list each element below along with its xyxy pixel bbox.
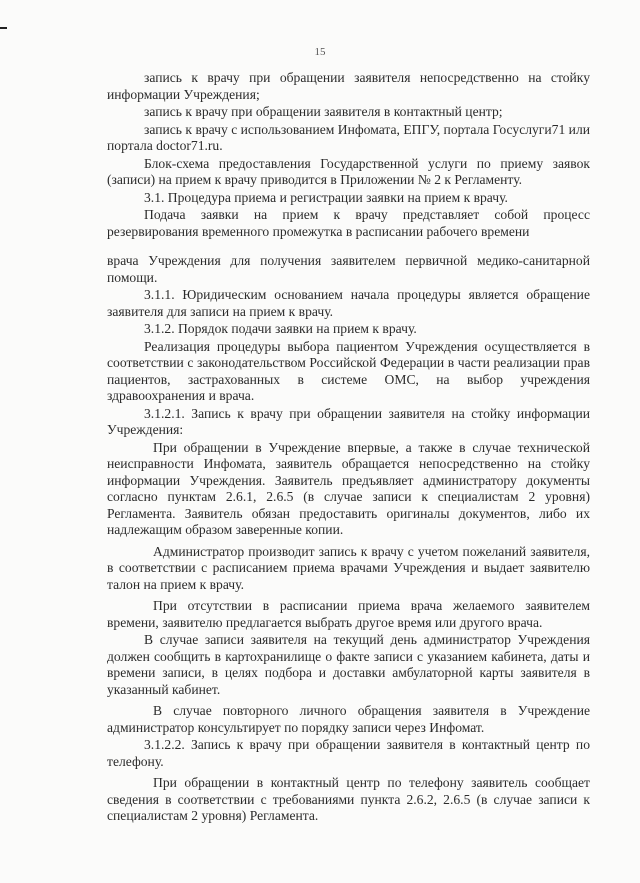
paragraph-patient-choice: Реализация процедуры выбора пациентом Учреждения осуществляется в соответствии с законодательством Российской Федерации в части реализации прав пациентов, застрахованных в системе ОМС, на выбор учреждения здравоохранения и врача. [107,338,590,403]
paragraph-phone-contact: При обращении в контактный центр по телефону заявитель сообщает сведения в соответствии с требованиями пункта 2.6.2, 2.6.5 (в случае записи к специалистам 2 уровня) Регламента. [107,775,590,823]
text-block-top [107,70,590,241]
page-number: 15 [314,46,326,58]
paragraph-repeat-visit: В случае повторного личного обращения заявителя в Учреждение администратор консультирует по порядку записи через Инфомат. [107,703,590,735]
section-heading-3-1-2-2: 3.1.2.2. Запись к врачу при обращении заявителя в контактный центр по телефону. [107,737,590,769]
paragraph-same-day: В случае записи заявителя на текущий день администратор Учреждения должен сообщить в картохранилище о факте записи с указанием кабинета, даты и времени записи, в целях подбора и доставки амбулаторной карты заявителя в указанный кабинет. [107,632,590,697]
text-block-bottom [107,253,590,826]
paragraph-application-continuation: врача Учреждения для получения заявителем первичной медико-санитарной помощи. [107,253,590,285]
section-heading-3-1: 3.1. Процедура приема и регистрации заявки на прием к врачу. [144,189,508,205]
section-3-1-1: 3.1.1. Юридическим основанием начала процедуры является обращение заявителя для записи на прием к врачу. [107,287,590,319]
section-heading-3-1-2: 3.1.2. Порядок подачи заявки на прием к врачу. [144,321,417,336]
paragraph-record-infomat: запись к врачу с использованием Инфомата, ЕПГУ, портала Госуслуги71 или портала doctor71.ru. [107,121,590,153]
paragraph-first-visit: При обращении в Учреждение впервые, а также в случае технической неисправности Инфомата, заявитель обращается непосредственно на стойку информации Учреждения. Заявитель предъявляет администратору документы согласно пунктам 2.6.1, 2.6.5 (в случае записи к специалистам 2 уровня) Регламента. Заявитель обязан предоставить оригиналы документов, либо их надлежащим образом заверенные копии. [107,439,590,537]
paragraph-administrator-record: Администратор производит запись к врачу с учетом пожеланий заявителя, в соответствии с расписанием приема врачами Учреждения и выдает заявителю талон на прием к врачу. [107,543,590,592]
scan-edge-mark [0,27,7,29]
paragraph-record-at-desk: запись к врачу при обращении заявителя непосредственно на стойку информации Учреждения; [107,70,590,102]
paragraph-application-definition: Подача заявки на прием к врачу представляет собой процесс резервирования временного промежутка в расписании рабочего времени [107,207,590,239]
section-heading-3-1-2-1: 3.1.2.1. Запись к врачу при обращении заявителя на стойку информации Учреждения: [107,405,590,437]
paragraph-no-slot: При отсутствии в расписании приема врача желаемого заявителем времени, заявителю предлагается выбрать другое время или другого врача. [107,598,590,630]
paragraph-record-contact-center: запись к врачу при обращении заявителя в контактный центр; [144,104,503,119]
paragraph-flowchart: Блок-схема предоставления Государственной услуги по приему заявок (записи) на прием к врачу приводится в Приложении № 2 к Регламенту. [107,155,590,187]
